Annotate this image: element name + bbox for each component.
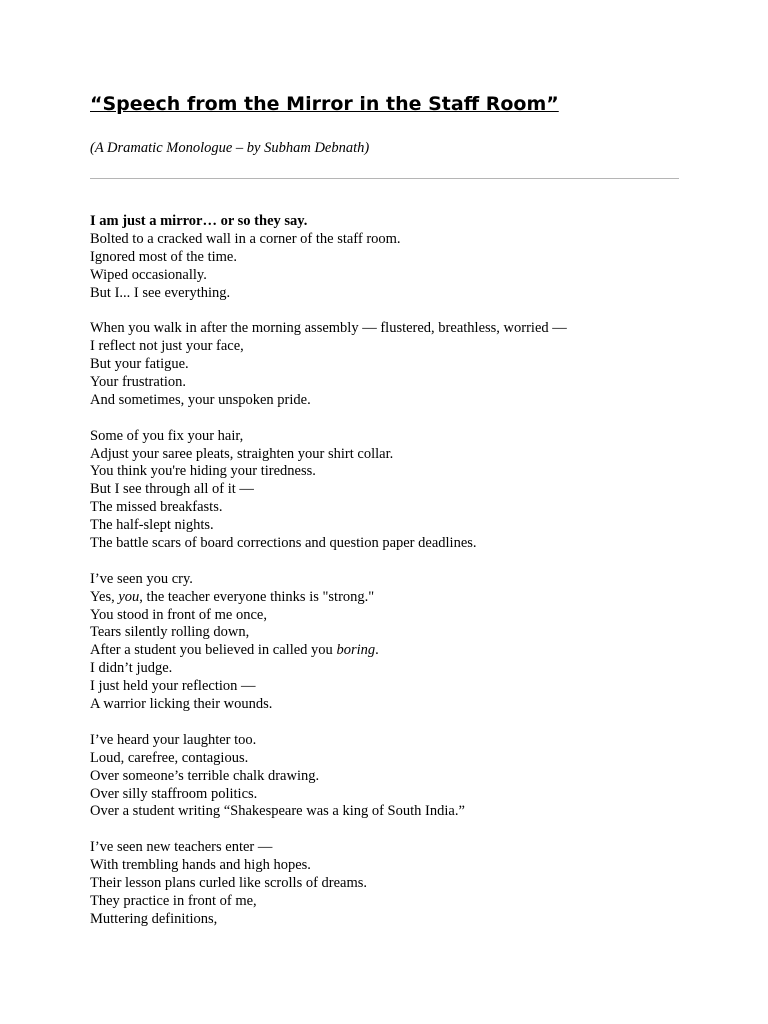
poem-line: I’ve heard your laughter too. <box>90 731 257 748</box>
poem-line: When you walk in after the morning assembly — flustered, breathless, worried — <box>90 320 567 337</box>
poem-line: Their lesson plans curled like scrolls of dreams. <box>90 874 368 891</box>
poem-line: Some of you fix your hair, <box>90 427 244 444</box>
poem-line-text: Yes, <box>90 588 119 605</box>
poem-line: I’ve seen you cry. <box>90 570 193 587</box>
poem-line: Over silly staffroom politics. <box>90 785 258 802</box>
poem-line: Over someone’s terrible chalk drawing. <box>90 767 320 784</box>
horizontal-rule <box>90 178 679 179</box>
poem-line: Muttering definitions, <box>90 910 218 927</box>
poem-line: I’ve seen new teachers enter — <box>90 839 273 856</box>
poem-line: The battle scars of board corrections and question paper deadlines. <box>90 535 477 552</box>
stanza <box>90 213 680 302</box>
poem-line: I didn’t judge. <box>90 660 173 677</box>
poem-line-emphasis: boring <box>336 642 376 659</box>
poem-line: I am just a mirror… or so they say. <box>90 213 308 229</box>
poem-line: You think you're hiding your tiredness. <box>90 463 316 480</box>
poem-line: With trembling hands and high hopes. <box>90 857 311 874</box>
poem-line: Loud, carefree, contagious. <box>90 749 249 766</box>
poem-line: Adjust your saree pleats, straighten your shirt collar. <box>90 445 394 462</box>
stanza <box>90 571 680 714</box>
poem-line-text: After a student you believed in called you <box>90 642 337 659</box>
poem-line <box>90 642 680 660</box>
poem-line: They practice in front of me, <box>90 892 257 909</box>
poem-line: You stood in front of me once, <box>90 606 267 623</box>
poem-line: Wiped occasionally. <box>90 266 207 283</box>
stanza <box>90 428 680 553</box>
stanza <box>90 320 680 409</box>
document-subtitle: (A Dramatic Monologue – by Subham Debnath) <box>90 140 370 156</box>
poem-line-text: , the teacher everyone thinks is "strong." <box>139 588 375 605</box>
poem-line: The half-slept nights. <box>90 517 214 534</box>
poem-line: But I see through all of it — <box>90 481 254 498</box>
poem-line: I just held your reflection — <box>90 678 256 695</box>
stanza <box>90 732 680 821</box>
poem-line: Your frustration. <box>90 374 186 391</box>
poem-line: But I... I see everything. <box>90 284 231 301</box>
poem-body <box>90 213 680 947</box>
poem-line <box>90 589 680 607</box>
poem-line: A warrior licking their wounds. <box>90 696 273 713</box>
poem-line: The missed breakfasts. <box>90 499 223 516</box>
poem-line: Tears silently rolling down, <box>90 624 250 641</box>
poem-line: But your fatigue. <box>90 356 189 373</box>
poem-line: Over a student writing “Shakespeare was a king of South India.” <box>90 803 465 820</box>
poem-line: Ignored most of the time. <box>90 248 237 265</box>
poem-line-emphasis: you <box>118 588 140 605</box>
poem-line: And sometimes, your unspoken pride. <box>90 391 311 408</box>
document-title: “Speech from the Mirror in the Staff Room” <box>90 93 559 115</box>
poem-line: Bolted to a cracked wall in a corner of the staff room. <box>90 230 401 247</box>
stanza <box>90 839 680 928</box>
poem-line: I reflect not just your face, <box>90 338 244 355</box>
poem-line-text: . <box>375 642 379 659</box>
